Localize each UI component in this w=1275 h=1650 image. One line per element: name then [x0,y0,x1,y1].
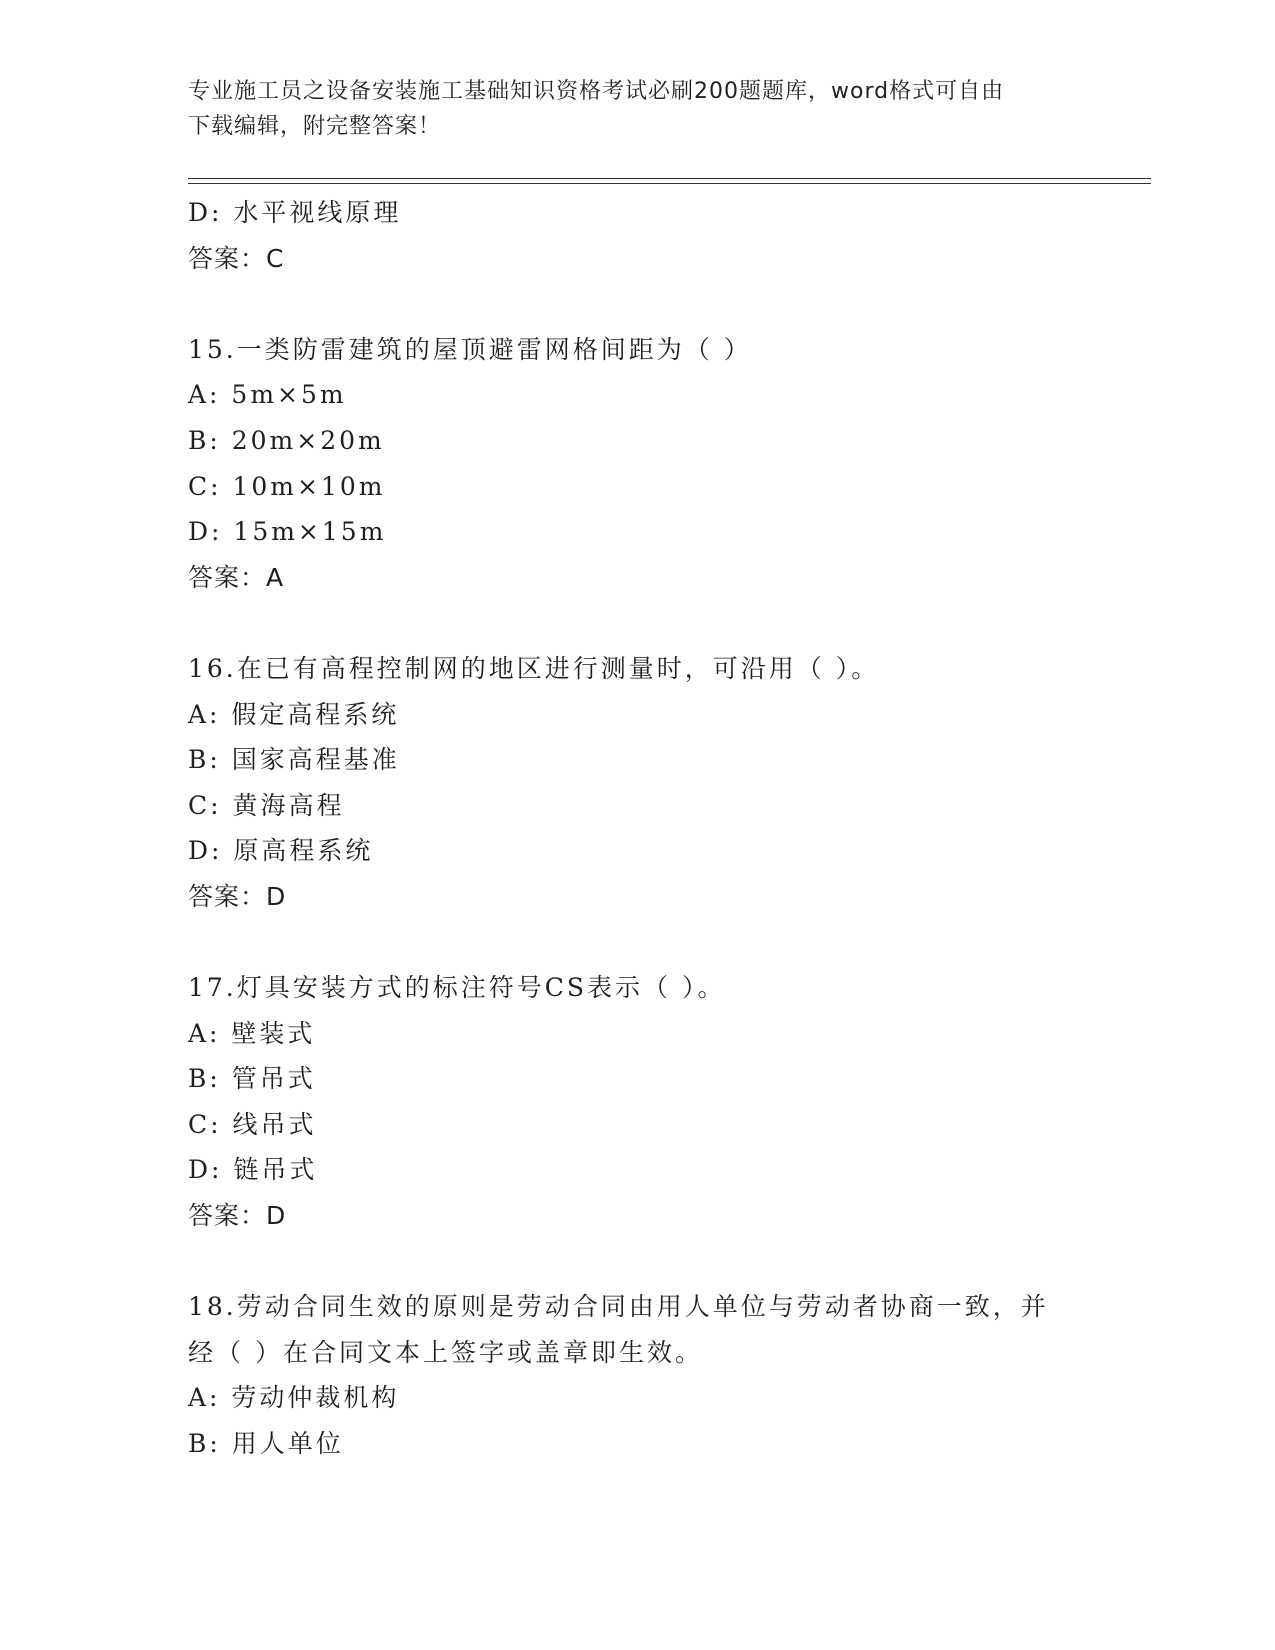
option-b: B: 用人单位 [188,1429,344,1459]
question-16 [188,646,1088,920]
option-c: C: 黄海高程 [188,790,345,820]
option-b: B: 国家高程基准 [188,745,400,775]
answer-line: 答案：D [188,881,287,911]
option-a: A: 5m×5m [188,380,347,410]
header-line-2: 下载编辑，附完整答案！ [188,114,442,139]
header-divider-top [188,178,1151,179]
option-a: A: 假定高程系统 [188,699,400,729]
option-a: A: 壁装式 [188,1018,316,1048]
option-b: B: 管吊式 [188,1064,316,1094]
spacer [188,1239,1088,1285]
question-list [188,190,1088,1467]
spacer [188,600,1088,646]
header-divider-bottom [188,183,1151,184]
option-c: C: 线吊式 [188,1109,317,1139]
spacer [188,920,1088,966]
question-stem: 17.灯具安装方式的标注符号CS表示（ ）。 [188,973,726,1003]
question-stem: 16.在已有高程控制网的地区进行测量时，可沿用（ ）。 [188,653,880,683]
option-c: C: 10m×10m [188,471,386,501]
question-17 [188,965,1088,1239]
question-stem-line-1: 18.劳动合同生效的原则是劳动合同由用人单位与劳动者协商一致，并 [188,1292,1049,1322]
option-b: B: 20m×20m [188,425,385,455]
answer-line: 答案：A [188,562,285,592]
prev-question-answer: 答案：C [188,243,285,273]
answer-line: 答案：D [188,1201,287,1231]
header-line-1: 专业施工员之设备安装施工基础知识资格考试必刷200题题库，word格式可自由 [188,79,1005,104]
prev-question-option-d: D: 水平视线原理 [188,198,402,227]
option-d: D: 原高程系统 [188,836,374,866]
option-d: D: 链吊式 [188,1155,318,1185]
question-15 [188,327,1088,601]
document-header [188,74,1088,144]
question-18 [188,1284,1088,1466]
question-stem-line-2: 经（ ）在合同文本上签字或盖章即生效。 [188,1337,703,1367]
question-stem: 15.一类防雷建筑的屋顶避雷网格间距为（ ） [188,334,752,364]
option-a: A: 劳动仲裁机构 [188,1383,400,1413]
spacer [188,281,1088,327]
option-d: D: 15m×15m [188,517,387,547]
